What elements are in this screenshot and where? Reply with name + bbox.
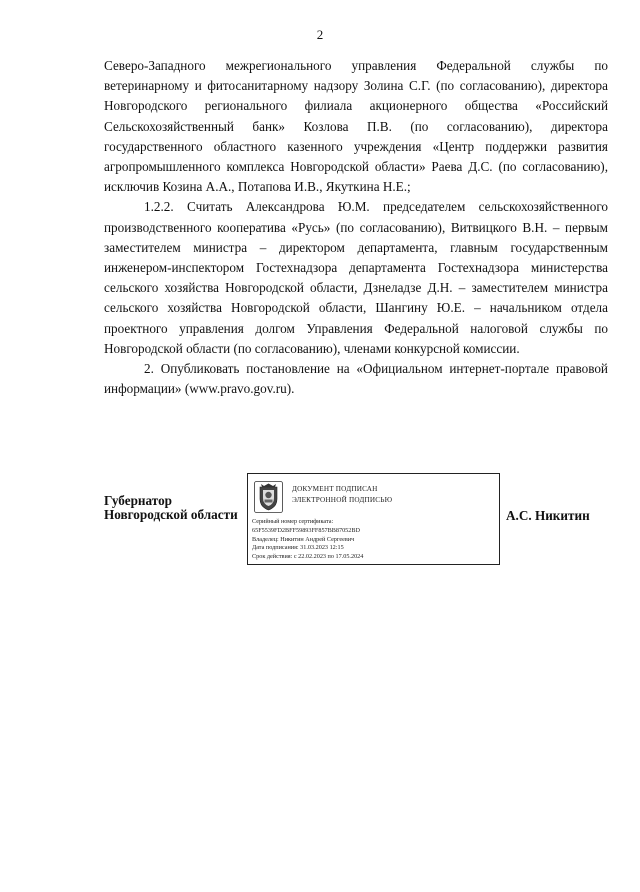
stamp-heading-line2: ЭЛЕКТРОННОЙ ПОДПИСЬЮ <box>292 496 393 504</box>
stamp-details <box>252 518 363 562</box>
coat-of-arms-icon <box>254 481 283 513</box>
document-body <box>104 56 608 399</box>
stamp-serial-value: 65F5539FD2BFF59893FF857BB87052BD <box>252 526 360 534</box>
stamp-heading <box>292 484 392 506</box>
signatory-position-line1: Губернатор <box>104 493 172 508</box>
signatory-position-line2: Новгородской области <box>104 507 238 522</box>
paragraph-clause-2: 2. Опубликовать постановление на «Официальном интернет-портале правовой информации» (www.pravo.gov.ru). <box>104 361 608 397</box>
stamp-validity: Срок действия: с 22.02.2023 по 17.05.2024 <box>252 553 364 561</box>
paragraph-clause-1-2-2: 1.2.2. Считать Александрова Ю.М. председателем сельскохозяйственного производственного кооператива «Русь» (по согласованию), Витвицкого В.Н. – первым заместителем министра – директором департамента, главным государственным инженером-инспектором Гостехнадзора департамента Гостехнадзора министерства сельского хозяйства Новгородской области, Дзнеладзе Д.Н. – заместителем министра сельского хозяйства Новгородской области, Шангину Ю.Е. – начальником отдела проектного управления долгом Управления Федеральной налоговой службы по Новгородской области (по согласованию), членами конкурсной комиссии. <box>104 199 608 356</box>
stamp-heading-line1: ДОКУМЕНТ ПОДПИСАН <box>292 485 378 493</box>
paragraph-continuation: Северо-Западного межрегионального управления Федеральной службы по ветеринарному и фитосанитарному надзору Золина С.Г. (по согласованию), директора Новгородского регионального филиала акционерного общества «Российский Сельскохозяйственный банк» Козлова П.В. (по согласованию), директора государственного областного казенного учреждения «Центр поддержки развития агропромышленного комплекса Новгородской области» Раева Д.С. (по согласованию), исключив Козина А.А., Потапова И.В., Якуткина Н.Е.; <box>104 58 608 195</box>
page-number: 2 <box>316 27 324 42</box>
stamp-serial-label: Серийный номер сертификата: <box>252 518 334 525</box>
signatory-position <box>104 494 238 522</box>
stamp-owner: Владелец: Никитин Андрей Сергеевич <box>252 535 355 543</box>
stamp-signed-date: Дата подписания: 31.03.2023 12:15 <box>252 544 344 552</box>
signatory-name: А.С. Никитин <box>506 508 590 523</box>
electronic-signature-stamp <box>247 473 500 565</box>
